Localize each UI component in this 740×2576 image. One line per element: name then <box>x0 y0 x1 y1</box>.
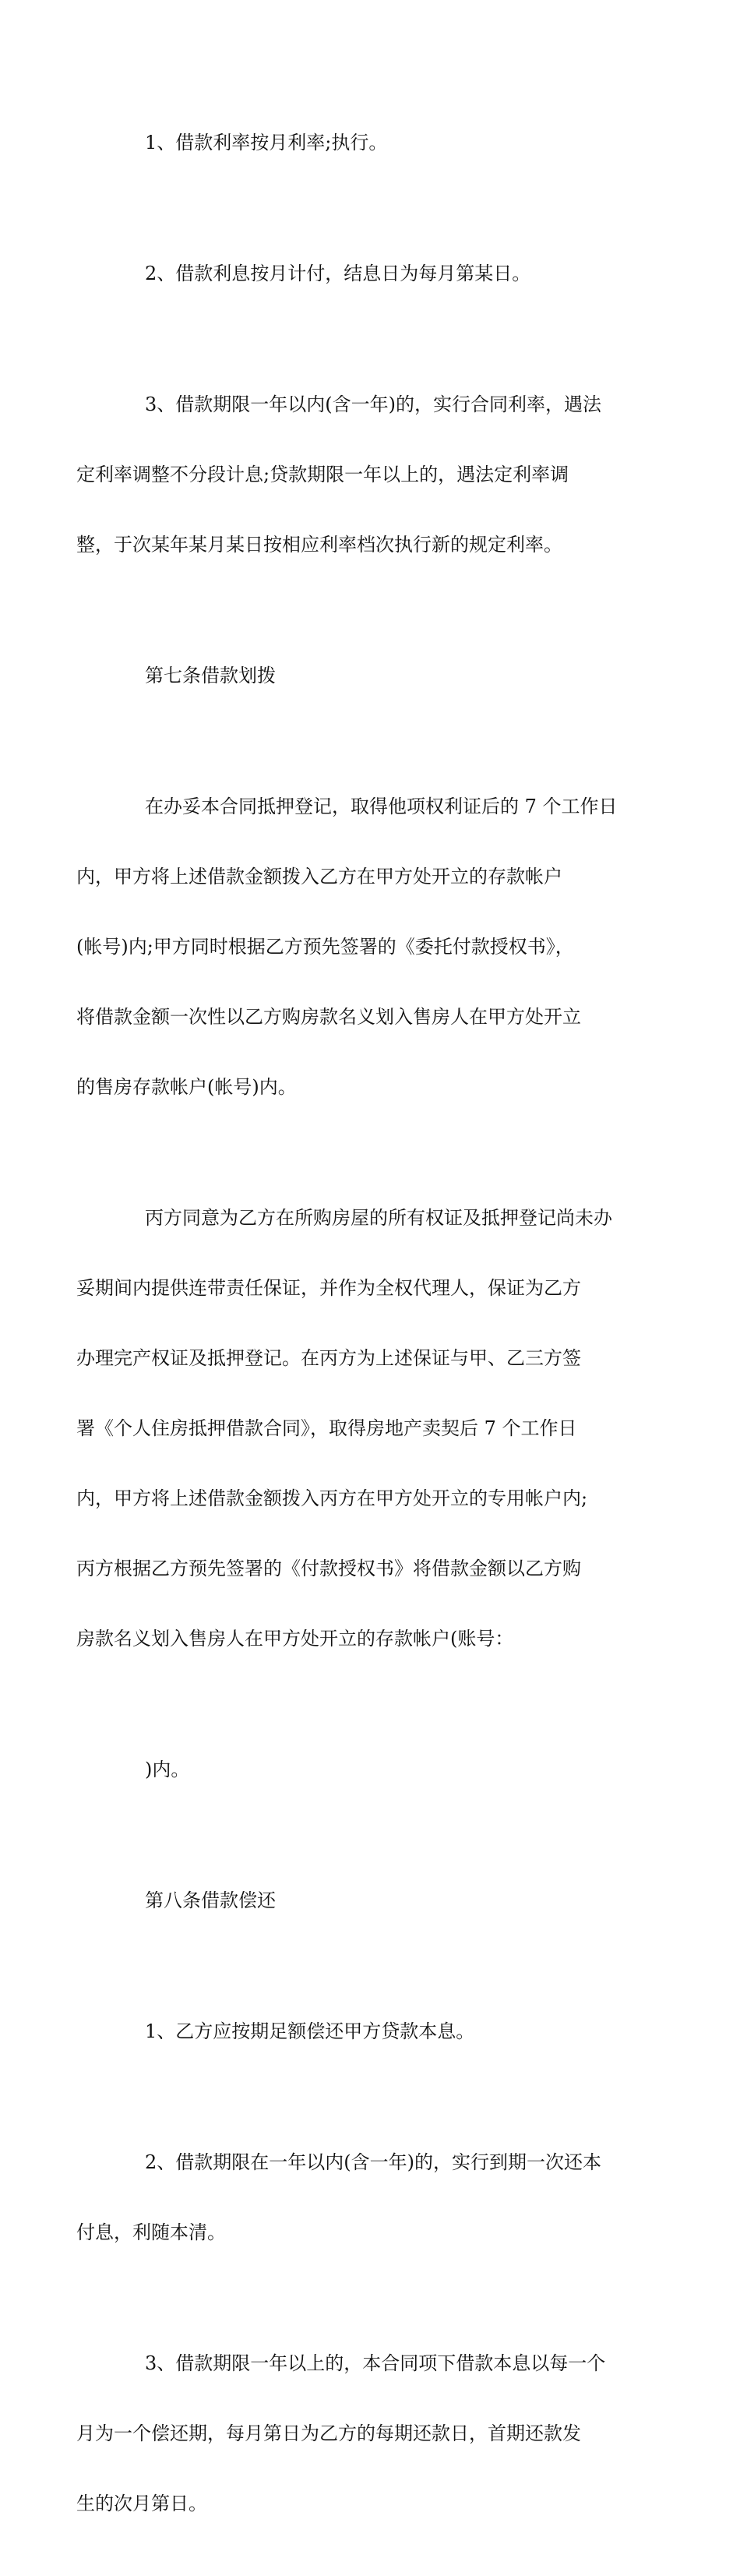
text-line: 内，甲方将上述借款金额拨入丙方在甲方处开立的专用帐户内; <box>76 1487 588 1509</box>
text-line: 1、乙方应按期足额偿还甲方贷款本息。 <box>145 2020 475 2042</box>
text-line: 2、借款利息按月计付，结息日为每月第某日。 <box>145 263 531 284</box>
text-line: 整，于次某年某月某日按相应利率档次执行新的规定利率。 <box>76 534 562 556</box>
paragraph-repayment-3 <box>76 2305 648 2562</box>
text-line: 办理完产权证及抵押登记。在丙方为上述保证与甲、乙三方签 <box>76 1347 581 1369</box>
text-line: 将借款金额一次性以乙方购房款名义划入售房人在甲方处开立 <box>76 1006 581 1028</box>
paragraph-repayment-1 <box>111 1973 648 2090</box>
paragraph-interest-calculation <box>111 215 648 332</box>
text-line: (帐号)内;甲方同时根据乙方预先签署的《委托付款授权书》， <box>76 936 574 958</box>
text-line: 3、借款期限一年以内(含一年)的，实行合同利率，遇法 <box>145 393 601 415</box>
text-line: 内，甲方将上述借款金额拨入乙方在甲方处开立的存款帐户 <box>76 866 562 887</box>
paragraph-account-close <box>111 1711 648 1828</box>
text-line: 1、借款利率按月利率;执行。 <box>145 132 388 154</box>
paragraph-guarantor <box>76 1159 648 1697</box>
text-line: 第八条借款偿还 <box>145 1890 276 1911</box>
text-line: 第七条借款划拨 <box>145 665 276 686</box>
text-line: 丙方根据乙方预先签署的《付款授权书》将借款金额以乙方购 <box>76 1558 581 1579</box>
text-line: 月为一个偿还期，每月第日为乙方的每期还款日，首期还款发 <box>76 2422 581 2444</box>
text-line: 生的次月第日。 <box>76 2493 207 2514</box>
text-line: 丙方同意为乙方在所购房屋的所有权证及抵押登记尚未办 <box>145 1207 612 1229</box>
paragraph-loan-transfer <box>76 748 648 1145</box>
text-line: 3、借款期限一年以上的，本合同项下借款本息以每一个 <box>145 2352 606 2374</box>
text-line: 妥期间内提供连带责任保证，并作为全权代理人，保证为乙方 <box>76 1277 581 1299</box>
paragraph-loan-term-rate <box>76 346 648 603</box>
text-line: 的售房存款帐户(帐号)内。 <box>76 1076 297 1098</box>
paragraph-repayment-2 <box>76 2104 648 2291</box>
section-heading-article-7 <box>111 617 648 734</box>
text-line: 在办妥本合同抵押登记，取得他项权利证后的 7 个工作日 <box>145 796 618 817</box>
text-line: 房款名义划入售房人在甲方处开立的存款帐户(账号： <box>76 1628 514 1650</box>
paragraph-interest-rate <box>111 84 648 201</box>
document-page <box>76 84 648 2576</box>
section-heading-article-8 <box>111 1842 648 1959</box>
text-line: 定利率调整不分段计息;贷款期限一年以上的，遇法定利率调 <box>76 464 569 485</box>
text-line: )内。 <box>145 1759 190 1780</box>
text-line: 署《个人住房抵押借款合同》，取得房地产卖契后 7 个工作日 <box>76 1417 577 1439</box>
text-line: 付息，利随本清。 <box>76 2221 226 2243</box>
text-line: 2、借款期限在一年以内(含一年)的，实行到期一次还本 <box>145 2151 601 2173</box>
